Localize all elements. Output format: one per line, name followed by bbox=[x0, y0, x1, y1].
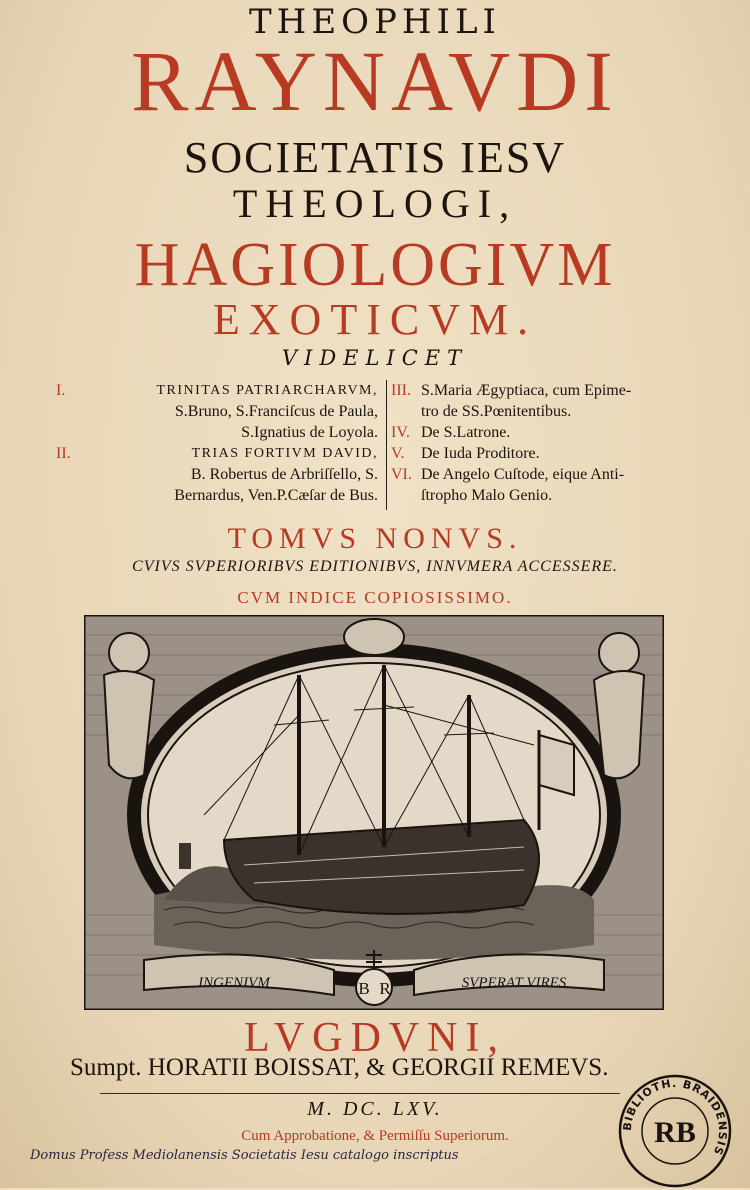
contents-entry bbox=[391, 464, 701, 506]
entry-line: S.Maria Ægyptiaca, cum Epime- bbox=[421, 382, 632, 399]
author-first-name: THEOPHILI bbox=[249, 2, 501, 42]
videlicet-line: VIDELICET bbox=[281, 346, 469, 370]
stamp-text: BIBLIOTH. BRAIDENSIS bbox=[620, 1076, 730, 1158]
volume-line: TOMVS NONVS. bbox=[227, 522, 523, 555]
entry-line: De Iuda Proditore. bbox=[421, 445, 540, 462]
entry-line: tro de SS.Pœnitentibus. bbox=[421, 403, 572, 420]
handwritten-inscription: Domus Profess Mediolanensis Societatis Iesu catalogo inscriptus bbox=[30, 1148, 459, 1163]
contents-left-column bbox=[56, 380, 378, 506]
place-of-publication: LVGDVNI, bbox=[244, 1015, 506, 1061]
work-title: HAGIOLOGIVM bbox=[134, 231, 616, 299]
printer-initial-left: B bbox=[358, 979, 370, 998]
index-line: CVM INDICE COPIOSISSIMO. bbox=[237, 588, 513, 607]
contents-list bbox=[56, 380, 696, 510]
library-stamp bbox=[616, 1072, 734, 1190]
stamp-initials: RB bbox=[654, 1116, 696, 1149]
contents-entry bbox=[56, 443, 378, 506]
contents-entry bbox=[391, 443, 701, 464]
entry-number: II. bbox=[56, 445, 71, 462]
contents-entry bbox=[391, 422, 701, 443]
entry-line: S.Bruno, S.Franciſcus de Paula, bbox=[174, 403, 378, 420]
society-line: SOCIETATIS IESV bbox=[183, 133, 567, 182]
divider bbox=[100, 1093, 620, 1094]
publication-year: M. DC. LXV. bbox=[307, 1098, 443, 1120]
entry-number: I. bbox=[56, 382, 66, 399]
contents-entry bbox=[56, 380, 378, 443]
theologian-line: THEOLOGI, bbox=[232, 181, 518, 226]
contents-entry bbox=[391, 380, 701, 422]
entry-line: TRIAS FORTIVM DAVID, bbox=[191, 446, 378, 461]
work-subtitle: EXOTICVM. bbox=[212, 295, 538, 344]
entry-number: IV. bbox=[391, 424, 410, 441]
entry-number: VI. bbox=[391, 466, 412, 483]
ship-engraving bbox=[84, 615, 664, 1010]
entry-line: TRINITAS PATRIARCHARVM, bbox=[156, 383, 378, 398]
edition-line: CVIVS SVPERIORIBVS EDITIONIBVS, INNVMERA ACCESSERE. bbox=[132, 558, 618, 575]
author-surname: RAYNAVDI bbox=[131, 33, 619, 129]
printer-initial-right: R bbox=[379, 979, 391, 998]
entry-line: Bernardus, Ven.P.Cæſar de Bus. bbox=[174, 487, 378, 504]
motto-right: SVPERAT VIRES bbox=[461, 975, 567, 991]
entry-number: III. bbox=[391, 382, 411, 399]
contents-right-column bbox=[386, 380, 701, 510]
entry-line: De S.Latrone. bbox=[421, 424, 511, 441]
entry-line: ſtropho Malo Genio. bbox=[421, 487, 553, 504]
entry-number: V. bbox=[391, 445, 405, 462]
publisher-line: Sumpt. HORATII BOISSAT, & GEORGII REMEVS. bbox=[70, 1054, 609, 1081]
entry-line: B. Robertus de Arbriſſello, S. bbox=[190, 466, 378, 483]
motto-left: INGENIVM bbox=[198, 975, 270, 991]
approbation-line: Cum Approbatione, & Permiſſu Superiorum. bbox=[241, 1128, 509, 1144]
entry-line: De Angelo Cuſtode, eique Anti- bbox=[421, 466, 625, 483]
entry-line: S.Ignatius de Loyola. bbox=[241, 424, 378, 441]
